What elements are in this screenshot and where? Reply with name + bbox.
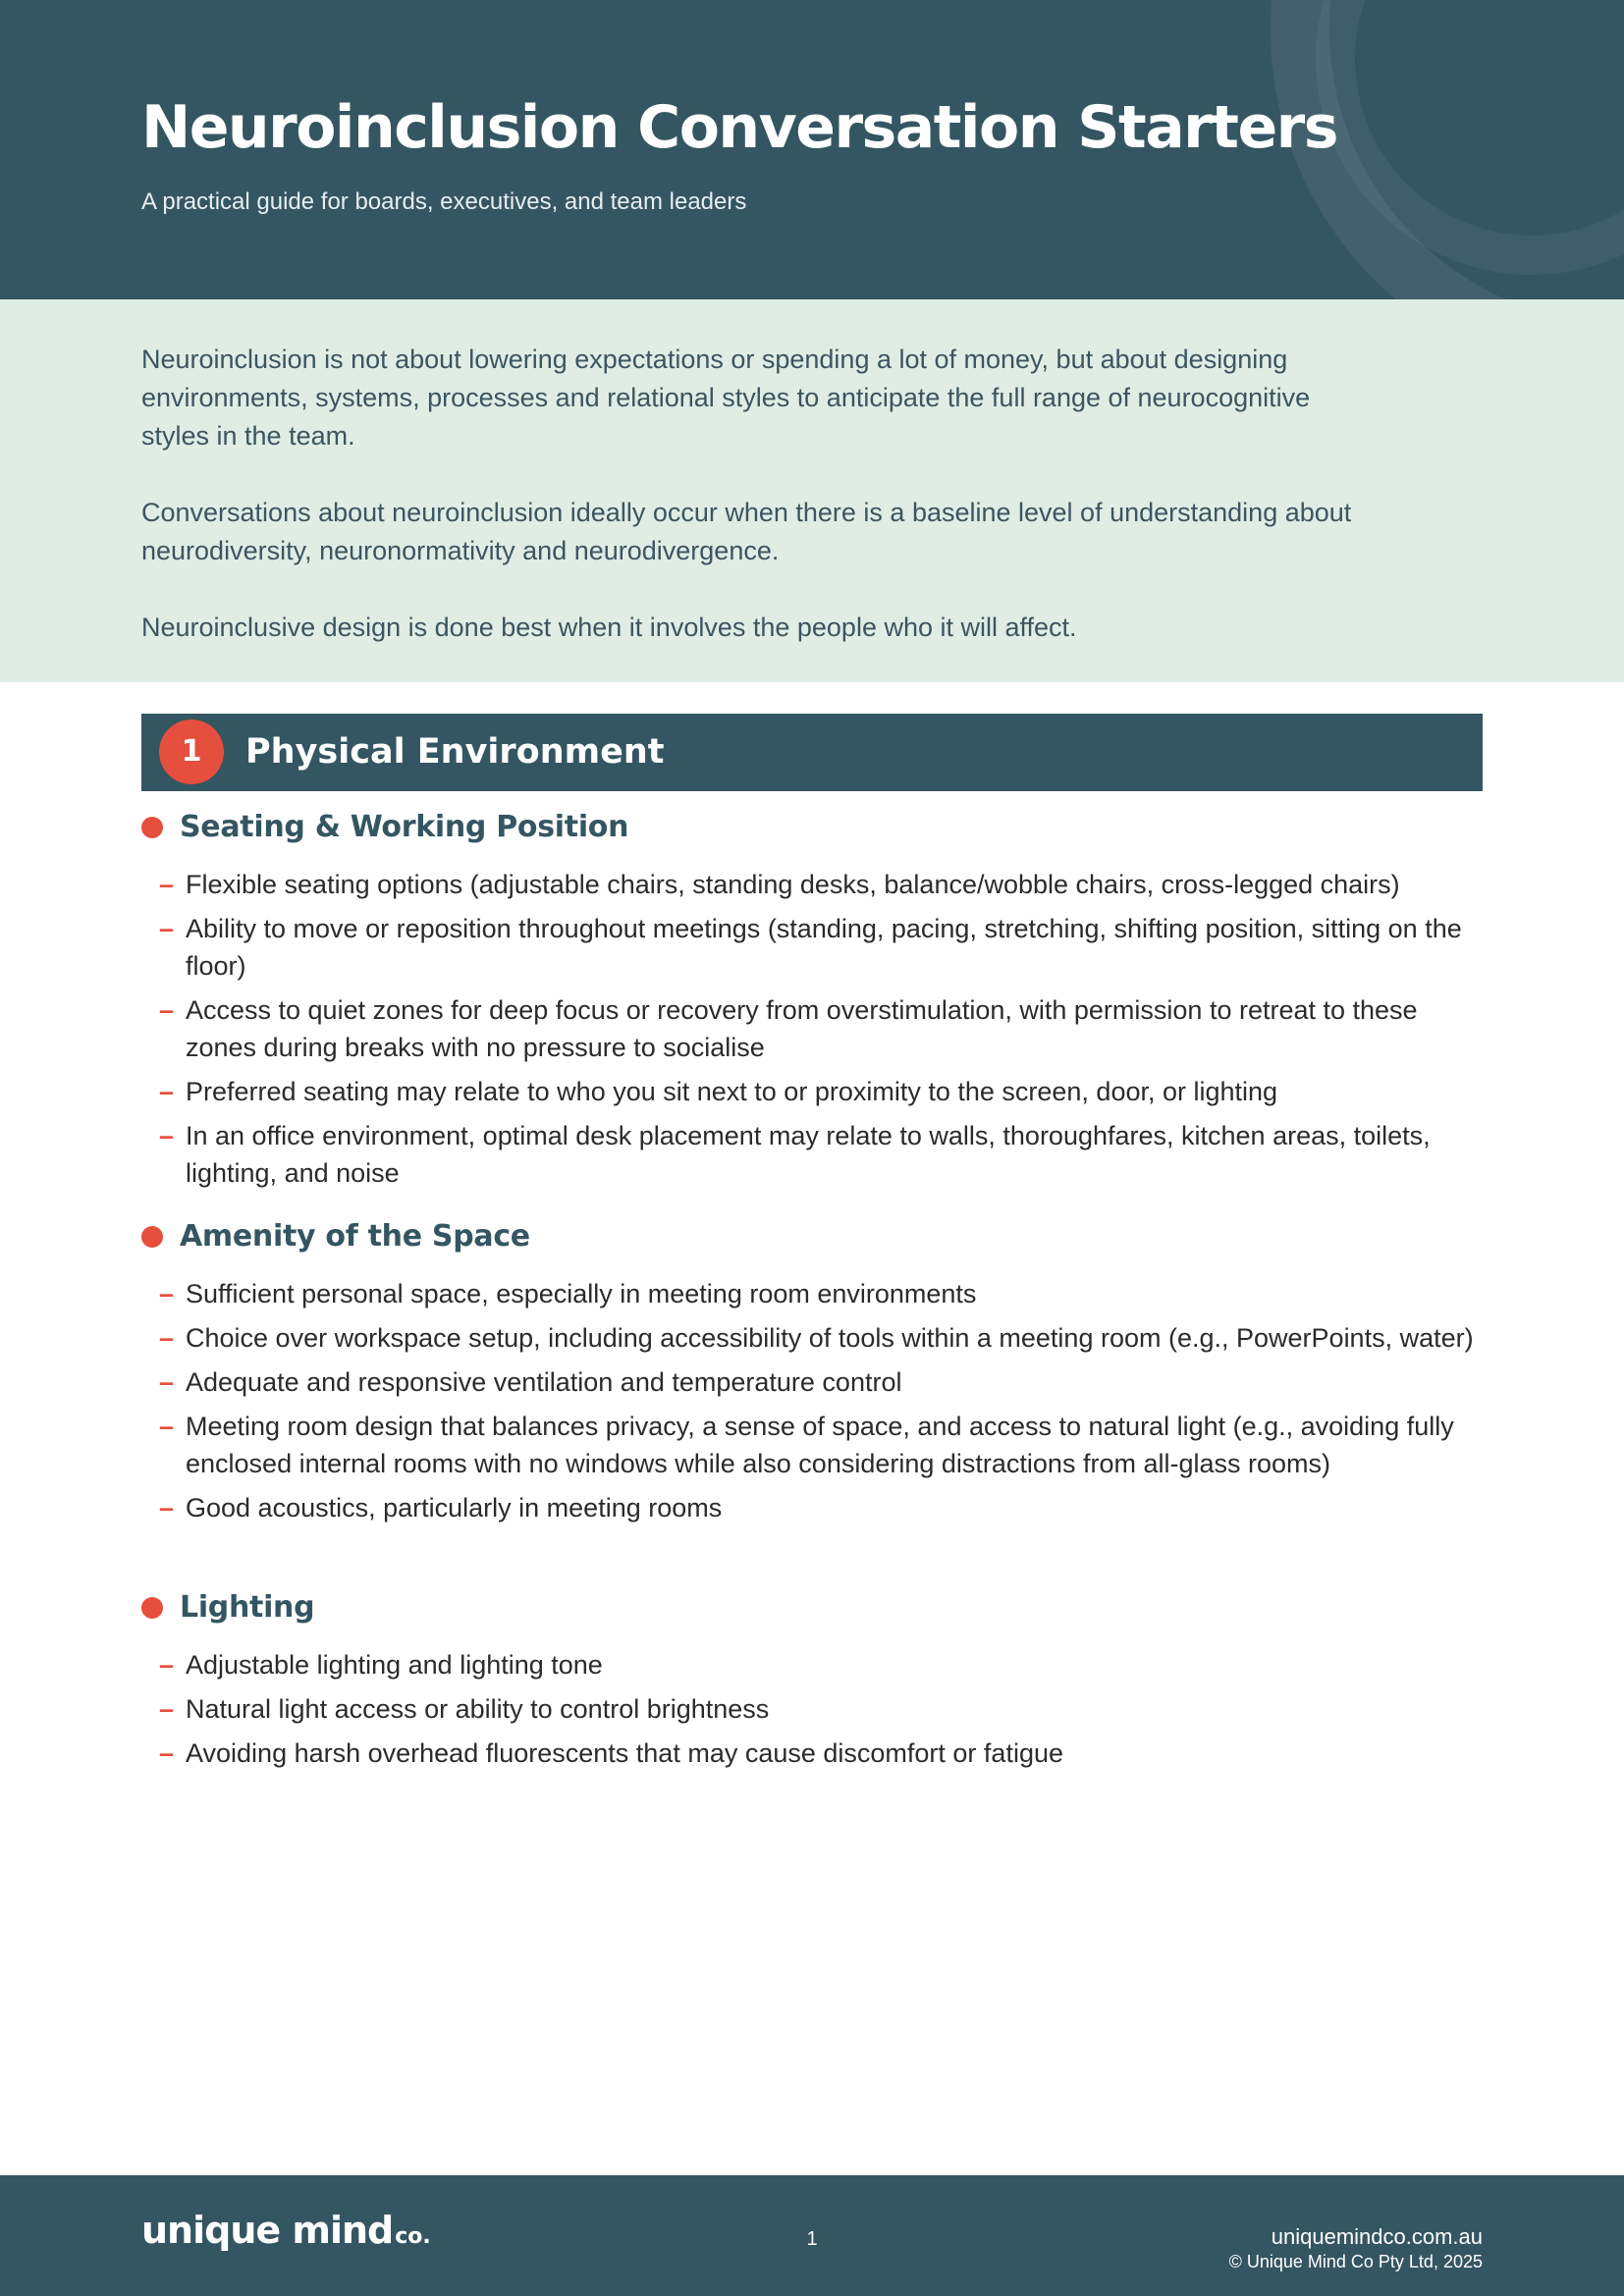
list-item-text: Access to quiet zones for deep focus or recovery from overstimulation, with permission to retreat to these zones during breaks with no pressure to socialise [186, 995, 1418, 1062]
logo-wordmark: unique mind [141, 2209, 394, 2252]
list-item-text: Avoiding harsh overhead fluorescents that may cause discomfort or fatigue [186, 1738, 1063, 1768]
section-title: Physical Environment [245, 732, 665, 772]
bullet-dot-icon [141, 1597, 163, 1619]
list-item [141, 1073, 1483, 1110]
dash-icon: – [159, 1493, 175, 1522]
list-item [141, 1117, 1483, 1192]
list-item-text: Adequate and responsive ventilation and temperature control [186, 1367, 902, 1397]
list-item [141, 1319, 1483, 1357]
website-link[interactable]: uniquemindco.com.au [1271, 2224, 1483, 2249]
subsection-heading [141, 1587, 1483, 1629]
page-title: Neuroinclusion Conversation Starters [141, 93, 1337, 162]
dash-icon: – [159, 870, 175, 899]
dash-icon: – [159, 1367, 175, 1397]
list-item-text: Good acoustics, particularly in meeting rooms [186, 1493, 723, 1522]
list-item-text: Natural light access or ability to control brightness [186, 1694, 770, 1724]
intro-paragraph: Conversations about neuroinclusion ideally occur when there is a baseline level of understanding about neurodiversity, neuronormativity and neurodivergence. [141, 498, 1352, 565]
subsection-title: Lighting [180, 1590, 315, 1625]
dash-icon: – [159, 1694, 175, 1724]
list-item [141, 1735, 1483, 1772]
list-item-text: Flexible seating options (adjustable chairs, standing desks, balance/wobble chairs, cross-legged chairs) [186, 870, 1400, 899]
section-banner [141, 714, 1483, 791]
list-item [141, 1363, 1483, 1401]
list-item-text: Preferred seating may relate to who you sit next to or proximity to the screen, door, or lighting [186, 1077, 1278, 1106]
subsection-title: Amenity of the Space [180, 1219, 530, 1254]
brand-logo [141, 2209, 431, 2252]
subsection-heading [141, 1216, 1483, 1257]
footer-info [1229, 2224, 1483, 2273]
list-item [141, 1408, 1483, 1482]
section-number-badge: 1 [159, 720, 224, 784]
subsection-seating [141, 807, 1483, 1199]
list-item [141, 1646, 1483, 1683]
logo-suffix: co. [395, 2224, 431, 2249]
list-item [141, 910, 1483, 985]
item-list [141, 866, 1483, 1192]
dash-icon: – [159, 1323, 175, 1353]
dash-icon: – [159, 1650, 175, 1680]
page-footer [0, 2175, 1624, 2296]
bullet-dot-icon [141, 817, 163, 838]
page-number: 1 [806, 2228, 818, 2250]
dash-icon: – [159, 914, 175, 943]
list-item [141, 866, 1483, 903]
intro-paragraph: Neuroinclusive design is done best when it involves the people who it will affect. [141, 613, 1077, 642]
list-item-text: Adjustable lighting and lighting tone [186, 1650, 603, 1680]
dash-icon: – [159, 995, 175, 1025]
subsection-lighting [141, 1587, 1483, 1779]
subsection-heading [141, 807, 1483, 848]
subsection-amenity [141, 1216, 1483, 1533]
list-item [141, 1690, 1483, 1728]
item-list [141, 1646, 1483, 1772]
bullet-dot-icon [141, 1226, 163, 1248]
subsection-title: Seating & Working Position [180, 810, 629, 844]
dash-icon: – [159, 1738, 175, 1768]
list-item-text: Sufficient personal space, especially in meeting room environments [186, 1279, 977, 1308]
page-header [0, 0, 1624, 299]
item-list [141, 1275, 1483, 1526]
page-subtitle: A practical guide for boards, executives, and team leaders [141, 188, 747, 215]
copyright-notice: © Unique Mind Co Pty Ltd, 2025 [1228, 2252, 1483, 2271]
list-item-text: Meeting room design that balances privacy, a sense of space, and access to natural light (e.g., avoiding fully enclosed internal rooms with no windows while also considering distractions from all-glass rooms) [186, 1412, 1454, 1478]
list-item [141, 1489, 1483, 1526]
list-item [141, 1275, 1483, 1312]
dash-icon: – [159, 1279, 175, 1308]
intro-paragraph: Neuroinclusion is not about lowering expectations or spending a lot of money, but about designing environments, systems, processes and relational styles to anticipate the full range of neurocognitive styles in the team. [141, 345, 1311, 451]
dash-icon: – [159, 1412, 175, 1441]
list-item-text: Choice over workspace setup, including accessibility of tools within a meeting room (e.g., PowerPoints, water) [186, 1323, 1474, 1353]
list-item [141, 991, 1483, 1066]
dash-icon: – [159, 1077, 175, 1106]
intro-panel [0, 299, 1624, 682]
list-item-text: Ability to move or reposition throughout meetings (standing, pacing, stretching, shifting position, sitting on the floor) [186, 914, 1462, 981]
list-item-text: In an office environment, optimal desk placement may relate to walls, thoroughfares, kitchen areas, toilets, lighting, and noise [186, 1121, 1431, 1188]
dash-icon: – [159, 1121, 175, 1150]
